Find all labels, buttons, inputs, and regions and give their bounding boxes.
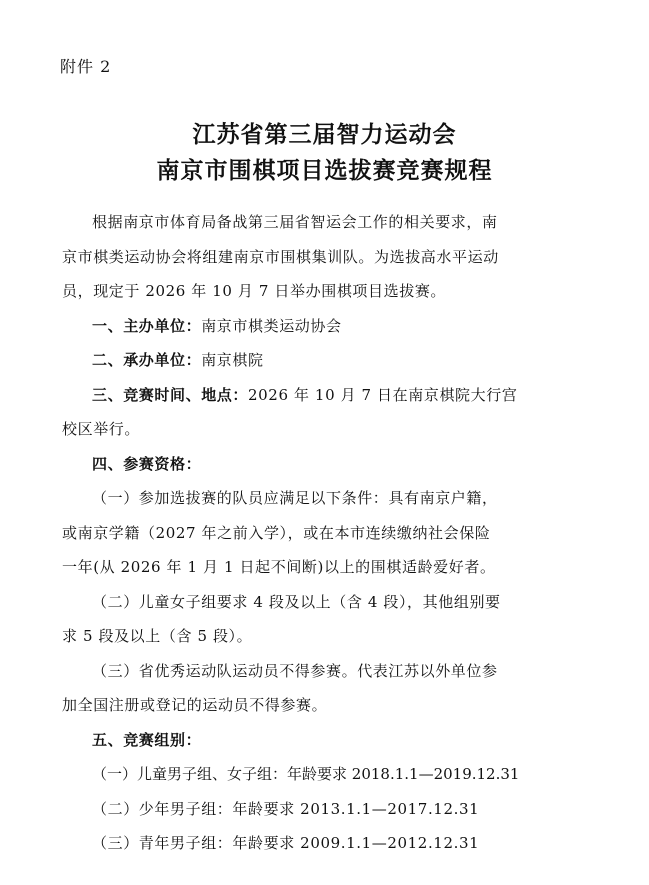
- eligibility-item-1-line-3: 一年(从 2026 年 1 月 1 日起不间断)以上的围棋适龄爱好者。: [62, 558, 496, 576]
- group-item-2: [62, 792, 595, 827]
- section-time-place-label: 三、竞赛时间、地点：: [92, 385, 249, 404]
- section-organizer-label: 一、主办单位：: [92, 316, 202, 335]
- intro-line-1: 根据南京市体育局备战第三届省智运会工作的相关要求，南: [92, 213, 498, 231]
- document-title-line1: 江苏省第三届智力运动会: [192, 122, 457, 148]
- eligibility-item-1-line-2: 或南京学籍（2027 年之前入学），或在本市连续缴纳社会保险: [62, 523, 491, 542]
- eligibility-item-2: [62, 585, 595, 654]
- group-item-2-text: （二）少年男子组：年龄要求 2013.1.1—2017.12.31: [92, 799, 480, 818]
- intro-line-3: 员，现定于 2026 年 10 月 7 日举办围棋项目选拔赛。: [62, 282, 447, 300]
- section-organizer-text: 南京市棋类运动协会: [201, 316, 342, 335]
- section-time-place-text-1: 2026 年 10 月 7 日在南京棋院大行宫: [248, 385, 518, 404]
- section-time-place-text-2: 校区举行。: [62, 420, 141, 438]
- group-item-1-text: （一）儿童男子组、女子组：年龄要求 2018.1.1—2019.12.31: [92, 765, 520, 783]
- section-eligibility-label: 四、参赛资格：: [92, 454, 202, 473]
- eligibility-item-1-line-1: （一）参加选拔赛的队员应满足以下条件：具有南京户籍，: [92, 489, 498, 507]
- section-time-place-line-1: [62, 378, 595, 413]
- eligibility-item-3-line-2: 加全国注册或登记的运动员不得参赛。: [62, 696, 328, 714]
- section-eligibility: [62, 447, 595, 482]
- intro-line-2: 京市棋类运动协会将组建南京市围棋集训队。为选拔高水平运动: [62, 247, 499, 266]
- group-item-3: [62, 826, 595, 861]
- section-host: [62, 343, 595, 378]
- group-item-3-text: （三）青年男子组：年龄要求 2009.1.1—2012.12.31: [92, 834, 480, 852]
- attachment-label: 附件 2: [60, 57, 112, 76]
- document-title-line2: 南京市围棋项目选拔赛竞赛规程: [156, 158, 493, 184]
- eligibility-item-2-line-1: （二）儿童女子组要求 4 段及以上（含 4 段），其他组别要: [92, 592, 501, 611]
- intro-paragraph: [62, 205, 595, 309]
- section-organizer: [62, 309, 595, 344]
- eligibility-item-3: [62, 654, 595, 723]
- section-host-label: 二、承办单位：: [92, 351, 202, 369]
- section-groups: [62, 723, 595, 758]
- section-host-text: 南京棋院: [201, 351, 264, 369]
- section-groups-label: 五、竞赛组别：: [92, 730, 202, 749]
- eligibility-item-1: [62, 481, 595, 585]
- section-time-place: [62, 378, 595, 447]
- eligibility-item-3-line-1: （三）省优秀运动队运动员不得参赛。代表江苏以外单位参: [92, 661, 498, 680]
- document-body: [62, 205, 595, 861]
- eligibility-item-2-line-2: 求 5 段及以上（含 5 段）。: [62, 627, 253, 645]
- group-item-1: [62, 757, 595, 792]
